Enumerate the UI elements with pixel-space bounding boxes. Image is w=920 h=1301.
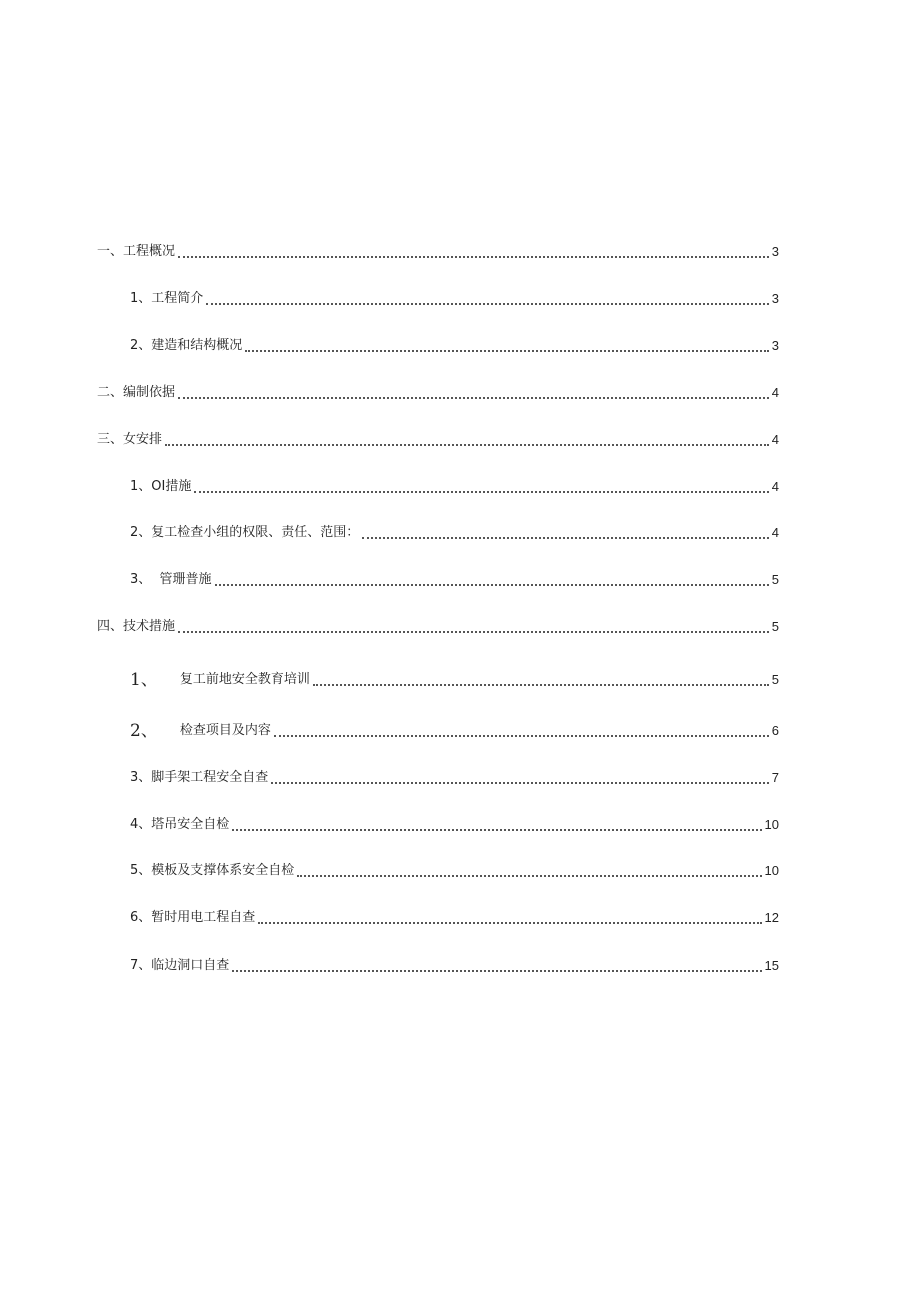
dot-leader	[271, 781, 768, 784]
toc-entry-label: 4、塔吊安全自检	[130, 817, 230, 832]
toc-entry-3[interactable]	[97, 428, 779, 448]
toc-entry-1[interactable]	[97, 240, 779, 260]
toc-entry-page: 5	[771, 572, 779, 587]
dot-leader	[206, 302, 768, 305]
dot-leader	[232, 828, 761, 831]
dot-leader	[178, 630, 769, 633]
toc-entry-3-3[interactable]	[130, 568, 779, 588]
dot-leader	[194, 490, 768, 493]
dot-leader	[258, 921, 761, 924]
toc-entry-page: 12	[764, 910, 779, 925]
toc-entry-page: 7	[771, 770, 779, 785]
dot-leader	[274, 734, 769, 737]
dot-leader	[245, 349, 768, 352]
toc-entry-4-7[interactable]	[130, 954, 779, 974]
dot-leader	[178, 255, 769, 258]
toc-entry-label: 1、工程简介	[130, 291, 204, 306]
toc-entry-4-3[interactable]	[130, 766, 779, 786]
toc-entry-3-2[interactable]	[130, 521, 779, 541]
toc-entry-page: 4	[771, 432, 779, 447]
dot-leader	[232, 969, 761, 972]
toc-entry-label: 2、复工检查小组的权限、责任、范围：	[130, 525, 360, 540]
toc-entry-4-5[interactable]	[130, 859, 779, 879]
toc-entry-4-6[interactable]	[130, 906, 779, 926]
dot-leader	[165, 443, 769, 446]
toc-entry-3-1[interactable]	[130, 475, 779, 495]
toc-entry-label: 四、技术措施	[97, 619, 176, 634]
toc-entry-label: 检查项目及内容	[179, 723, 271, 738]
toc-entry-label: 复工前地安全教育培训	[179, 672, 310, 687]
toc-entry-label: 3、脚手架工程安全自查	[130, 770, 269, 785]
dot-leader	[313, 683, 769, 686]
toc-entry-label: 一、工程概况	[97, 244, 176, 259]
toc-entry-4-4[interactable]	[130, 813, 779, 833]
toc-entry-page: 10	[764, 863, 779, 878]
toc-entry-1-1[interactable]	[130, 287, 779, 307]
toc-entry-label: 6、暂时用电工程自查	[130, 910, 256, 925]
toc-entry-4-1[interactable]	[130, 666, 779, 688]
toc-entry-4-2[interactable]	[130, 717, 779, 739]
dot-leader	[362, 536, 768, 539]
toc-entry-1-2[interactable]	[130, 334, 779, 354]
dot-leader	[297, 874, 761, 877]
toc-entry-page: 5	[771, 672, 779, 687]
toc-entry-page: 4	[771, 525, 779, 540]
toc-entry-page: 10	[764, 817, 779, 832]
toc-entry-label: 3、 管珊普施	[130, 572, 212, 587]
toc-entry-page: 3	[771, 244, 779, 259]
toc-entry-label: 1、OI措施	[130, 479, 192, 494]
toc-entry-label: 2、建造和结构概况	[130, 338, 243, 353]
dot-leader	[215, 583, 769, 586]
toc-entry-page: 15	[764, 958, 779, 973]
toc-entry-label: 三、女安排	[97, 432, 163, 447]
toc-entry-label: 7、临边洞口自查	[130, 958, 230, 973]
toc-entry-page: 4	[771, 385, 779, 400]
toc-entry-label: 二、编制依据	[97, 385, 176, 400]
toc-entry-page: 6	[771, 723, 779, 738]
toc-entry-page: 3	[771, 338, 779, 353]
toc-entry-page: 5	[771, 619, 779, 634]
toc-entry-page: 3	[771, 291, 779, 306]
toc-entry-page: 4	[771, 479, 779, 494]
toc-entry-label: 5、模板及支撑体系安全自检	[130, 863, 295, 878]
toc-entry-number: 2、	[130, 721, 158, 741]
toc-entry-2[interactable]	[97, 381, 779, 401]
toc-entry-number: 1、	[130, 670, 158, 690]
toc-entry-4[interactable]	[97, 615, 779, 635]
dot-leader	[178, 396, 769, 399]
